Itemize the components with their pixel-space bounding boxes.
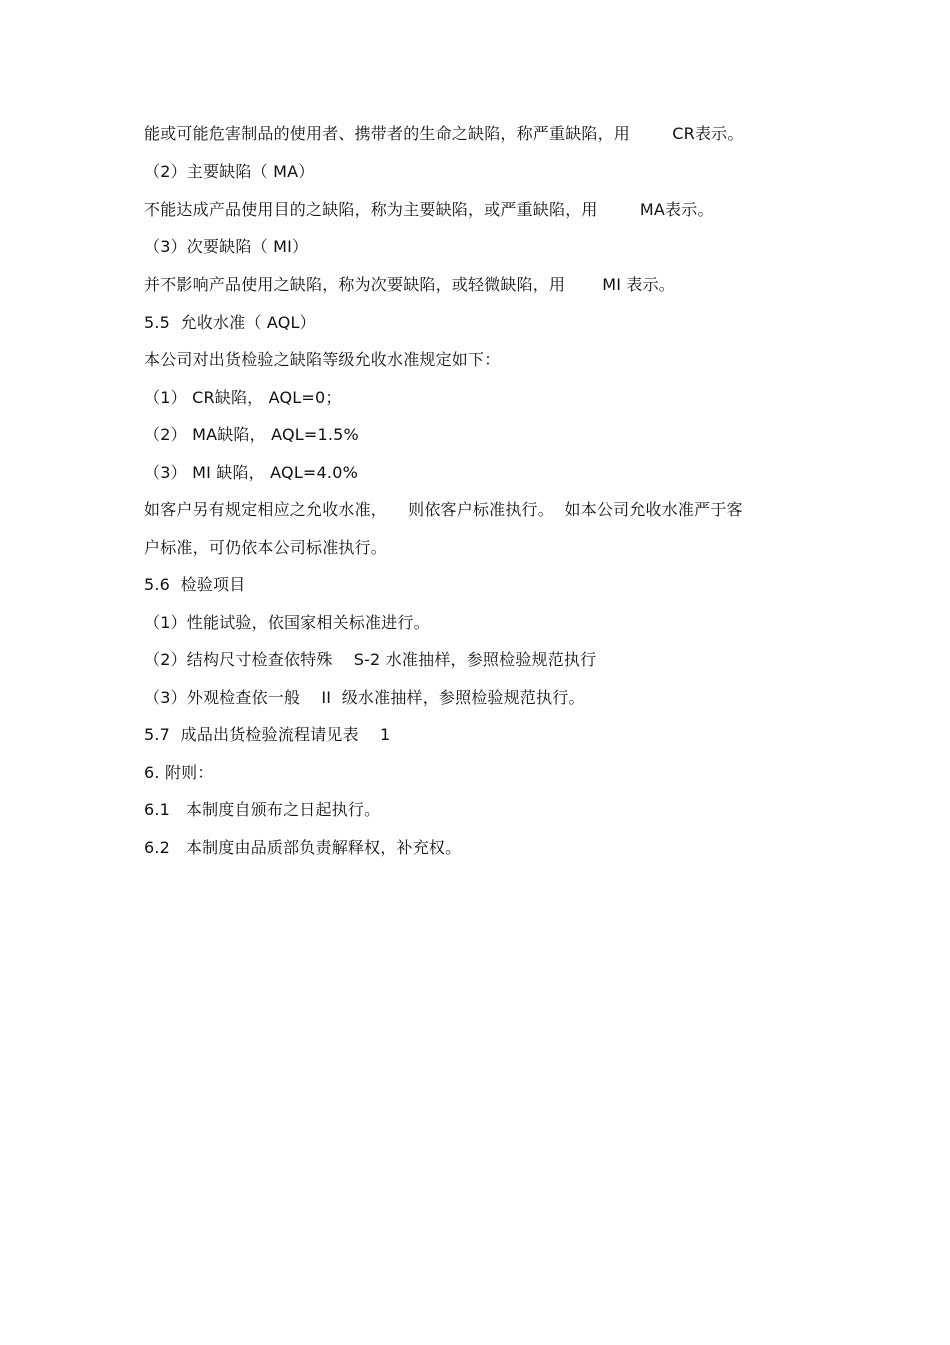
list-item-dimension-check: （2）结构尺寸检查依特殊 S-2 水准抽样，参照检验规范执行 <box>144 650 597 669</box>
list-item-aql-mi: （3） MI 缺陷， AQL=4.0% <box>144 463 358 482</box>
section-heading-appendix: 6. 附则： <box>144 763 214 782</box>
text-line-mi-definition: 并不影响产品使用之缺陷，称为次要缺陷，或轻微缺陷，用 MI 表示。 <box>144 275 676 294</box>
list-item-performance-test: （1）性能试验，依国家相关标准进行。 <box>144 613 430 632</box>
section-heading-inspection-items: 5.6 检验项目 <box>144 575 246 594</box>
section-heading-aql: 5.5 允收水准（ AQL） <box>144 313 316 332</box>
text-line-effective-date: 6.1 本制度自颁布之日起执行。 <box>144 800 381 819</box>
text-line-customer-standard-cont: 户标准，可仍依本公司标准执行。 <box>144 538 388 557</box>
list-item-aql-cr: （1） CR缺陷， AQL=0； <box>144 388 342 407</box>
list-item-aql-ma: （2） MA缺陷， AQL=1.5% <box>144 425 359 444</box>
text-line-aql-intro: 本公司对出货检验之缺陷等级允收水准规定如下： <box>144 350 501 369</box>
heading-minor-defect: （3）次要缺陷（ MI） <box>144 237 309 256</box>
section-heading-flow-table: 5.7 成品出货检验流程请见表 1 <box>144 725 391 744</box>
text-line-ma-definition: 不能达成产品使用目的之缺陷，称为主要缺陷，或严重缺陷，用 MA表示。 <box>144 200 714 219</box>
list-item-appearance-check: （3）外观检查依一般 II 级水准抽样，参照检验规范执行。 <box>144 688 585 707</box>
text-line-customer-standard: 如客户另有规定相应之允收水准， 则依客户标准执行。 如本公司允收水准严于客 <box>144 500 743 519</box>
text-line-cr-definition: 能或可能危害制品的使用者、携带者的生命之缺陷，称严重缺陷，用 CR表示。 <box>144 124 744 143</box>
heading-major-defect: （2）主要缺陷（ MA） <box>144 162 315 181</box>
text-line-interpretation: 6.2 本制度由品质部负责解释权，补充权。 <box>144 838 462 857</box>
